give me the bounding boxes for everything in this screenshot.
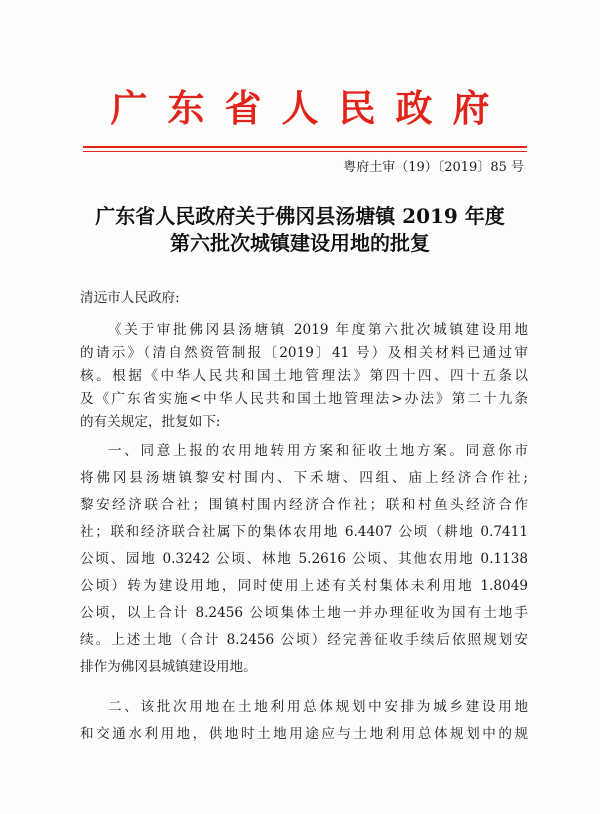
body-line: 的请示》（清自然资管制报〔2019〕41 号）及相关材料已通过审 bbox=[80, 345, 528, 361]
body-line: 续。上述土地（合计 8.2456 公顷）经完善征收手续后依照规划安 bbox=[80, 632, 528, 648]
document-title-line-2: 第六批次城镇建设用地的批复 bbox=[170, 231, 430, 255]
body-line: 公顷、园地 0.3242 公顷、林地 5.2616 公顷、其他农用地 0.1138 bbox=[80, 551, 528, 567]
document-number: 粤府土审（19）〔2019〕85 号 bbox=[343, 160, 524, 175]
body-line: 公顷）转为建设用地，同时使用上述有关村集体未利用地 1.8049 bbox=[80, 578, 528, 594]
body-line: 一、同意上报的农用地转用方案和征收土地方案。同意你市 bbox=[108, 443, 528, 459]
body-line: 的有关规定，批复如下: bbox=[80, 414, 221, 430]
salutation: 清远市人民政府: bbox=[80, 290, 180, 306]
letterhead-rule-thick bbox=[83, 146, 527, 148]
body-line: 将佛冈县汤塘镇黎安村围内、下禾塘、四组、庙上经济合作社; bbox=[80, 470, 528, 486]
body-line: 核。根据《中华人民共和国土地管理法》第四十四、四十五条以 bbox=[80, 368, 528, 384]
body-line: 《关于审批佛冈县汤塘镇 2019 年度第六批次城镇建设用地 bbox=[108, 322, 528, 338]
body-line: 社；联和经济联合社属下的集体农用地 6.4407 公顷（耕地 0.7411 bbox=[80, 524, 528, 540]
letterhead-issuer: 广东省人民政府 bbox=[110, 86, 510, 130]
body-line: 排作为佛冈县城镇建设用地。 bbox=[80, 659, 257, 675]
body-line: 黎安经济联合社；围镇村围内经济合作社；联和村鱼头经济合作 bbox=[80, 497, 528, 513]
body-line: 和交通水利用地，供地时土地用途应与土地利用总体规划中的规 bbox=[80, 726, 528, 742]
letterhead-rule-thin bbox=[83, 151, 527, 152]
body-line: 公顷，以上合计 8.2456 公顷集体土地一并办理征收为国有土地手 bbox=[80, 605, 528, 621]
body-line: 及《广东省实施<中华人民共和国土地管理法>办法》第二十九条 bbox=[80, 391, 528, 407]
body-line: 二、该批次用地在土地利用总体规划中安排为城乡建设用地 bbox=[108, 699, 528, 715]
document-title-line-1: 广东省人民政府关于佛冈县汤塘镇 2019 年度 bbox=[95, 204, 505, 228]
